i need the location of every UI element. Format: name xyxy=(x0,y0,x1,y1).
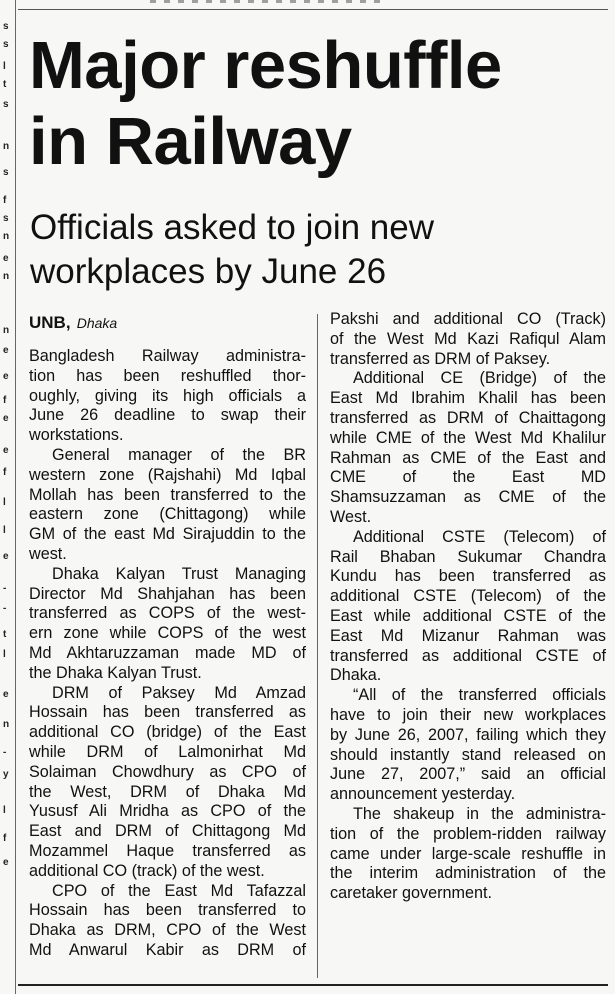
body-text-line: came under large-scale reshuffle in xyxy=(330,844,606,863)
fragment-glyph: e xyxy=(3,371,9,382)
body-text-line: tion has been reshuffled thor- xyxy=(29,366,306,385)
body-text-line: Hossain has been transferred to xyxy=(29,901,306,920)
body-text-line: Shamsuzzaman as CME of the xyxy=(330,488,606,507)
body-text-line: General manager of the BR xyxy=(52,445,306,464)
body-text-line: Rail Bhaban Sukumar Chandra xyxy=(330,547,606,566)
body-text-line: additional CSTE (Telecom) of the xyxy=(330,587,606,606)
fragment-glyph: l xyxy=(3,525,6,536)
body-text-line: Mozammel Haque transferred as xyxy=(29,841,306,860)
fragment-glyph: s xyxy=(3,167,9,178)
body-text-line: announcement yesterday. xyxy=(330,785,516,804)
fragment-glyph: f xyxy=(3,833,7,844)
byline xyxy=(29,314,117,333)
left-column-rule xyxy=(15,0,16,994)
body-text-line: Bangladesh Railway administra- xyxy=(29,347,306,365)
fragment-glyph: n xyxy=(3,141,10,152)
fragment-glyph: l xyxy=(3,497,6,508)
body-text-line: eastern zone (Chittagong) while xyxy=(29,505,306,524)
body-text-line: CPO of the East Md Tafazzal xyxy=(52,881,306,900)
body-text-line: transferred as DRM of Paksey. xyxy=(330,349,551,368)
body-text-line: Rahman as CME of the East and xyxy=(330,448,606,467)
body-text-line: Director Md Shahjahan has been xyxy=(29,584,306,603)
fragment-glyph: f xyxy=(3,195,7,206)
fragment-glyph: t xyxy=(3,79,7,90)
subheadline-line: Officials asked to join new xyxy=(30,208,435,247)
body-text-line: Dhaka Kalyan Trust Managing xyxy=(52,564,306,583)
fragment-glyph: l xyxy=(3,649,6,660)
body-text-line: west. xyxy=(29,544,67,563)
body-text-line: East and DRM of Chittagong Md xyxy=(29,822,306,841)
body-text-line: ern zone while COPS of the west xyxy=(29,624,306,643)
column-divider xyxy=(317,314,318,978)
body-text-line: by June 26, 2007, failing which they xyxy=(330,725,606,744)
body-text-line: western zone (Rajshahi) Md Iqbal xyxy=(29,465,306,484)
body-text-line: should instantly stand released on xyxy=(330,745,606,764)
body-text-line: the Dhaka Kalyan Trust. xyxy=(29,663,202,682)
body-text-line: June 26 deadline to swap their xyxy=(29,406,306,425)
body-text-line: DRM of Paksey Md Amzad xyxy=(52,683,306,702)
body-text-line: CME of the East MD xyxy=(330,468,606,487)
fragment-glyph: s xyxy=(3,99,9,110)
article-body-left-column xyxy=(29,347,306,961)
fragment-glyph: e xyxy=(3,253,9,264)
subheadline xyxy=(30,206,610,294)
fragment-glyph: f xyxy=(3,395,7,406)
body-text-line: Additional CE (Bridge) of the xyxy=(353,369,606,388)
fragment-glyph: l xyxy=(3,805,6,816)
byline-agency: UNB, xyxy=(29,313,71,332)
byline-place: Dhaka xyxy=(76,315,118,331)
body-text-line: East Md Mizanur Rahman was xyxy=(330,626,606,645)
body-text-line: Solaiman Chowdhury as CPO of xyxy=(29,762,306,781)
fragment-glyph: e xyxy=(3,413,9,424)
fragment-glyph: f xyxy=(3,467,7,478)
body-text-line: Additional CSTE (Telecom) of xyxy=(353,527,606,546)
fragment-glyph: s xyxy=(3,39,9,50)
fragment-glyph: s xyxy=(3,213,9,224)
body-text-line: East Md Ibrahim Khalil has been xyxy=(330,389,606,408)
subheadline-line: workplaces by June 26 xyxy=(30,252,387,291)
fragment-glyph: n xyxy=(3,719,10,730)
top-edge-fragment xyxy=(150,0,380,3)
body-text-line: Md Akhtaruzzaman made MD of xyxy=(29,643,306,662)
body-text-line: the interim administration of the xyxy=(330,864,606,883)
body-text-line: have to join their new workplaces xyxy=(330,705,606,724)
article-body-right-column xyxy=(330,310,606,904)
fragment-glyph: e xyxy=(3,445,9,456)
body-text-line: West. xyxy=(330,507,372,526)
fragment-glyph: l xyxy=(3,61,6,72)
body-text-line: of the West Md Kazi Rafiqul Alam xyxy=(330,329,606,348)
body-text-line: East while additional CSTE of the xyxy=(330,606,606,625)
body-text-line: while DRM of Lalmonirhat Md xyxy=(29,742,306,761)
fragment-glyph: n xyxy=(3,325,10,336)
body-text-line: Yususf Ali Mridha as CPO of the xyxy=(29,802,306,821)
fragment-glyph: e xyxy=(3,689,9,700)
body-text-line: the West, DRM of Dhaka Md xyxy=(29,782,306,801)
body-text-line: Dhaka as DRM, CPO of the West xyxy=(29,921,306,940)
body-text-line: Mollah has been transferred to the xyxy=(29,485,306,504)
body-text-line: additional CO (track) of the west. xyxy=(29,861,265,880)
body-text-line: Kundu has been transferred as xyxy=(330,567,606,586)
fragment-glyph: e xyxy=(3,857,9,868)
body-text-line: oughly, giving its high officials a xyxy=(29,386,306,405)
fragment-glyph: e xyxy=(3,345,9,356)
bottom-rule xyxy=(18,984,608,986)
headline xyxy=(29,28,609,180)
body-text-line: Md Anwarul Kabir as DRM of xyxy=(29,940,306,959)
fragment-glyph: t xyxy=(3,629,7,640)
body-text-line: additional CO (bridge) of the East xyxy=(29,723,306,742)
body-text-line: “All of the transferred officials xyxy=(353,686,606,705)
body-text-line: tion of the problem-ridden railway xyxy=(330,824,606,843)
fragment-glyph: n xyxy=(3,231,10,242)
body-text-line: transferred as additional CSTE of xyxy=(330,646,606,665)
top-rule xyxy=(18,9,608,10)
body-text-line: Pakshi and additional CO (Track) xyxy=(330,310,606,328)
fragment-glyph: s xyxy=(3,21,9,32)
adjacent-column-fragment xyxy=(0,0,14,994)
headline-line: Major reshuffle xyxy=(29,28,502,103)
fragment-glyph: - xyxy=(3,603,7,614)
body-text-line: GM of the east Md Sirajuddin to the xyxy=(29,525,306,544)
body-text-line: caretaker government. xyxy=(330,884,492,903)
body-text-line: June 27, 2007,” said an official xyxy=(330,765,606,784)
body-text-line: while CME of the West Md Khalilur xyxy=(330,428,606,447)
fragment-glyph: e xyxy=(3,551,9,562)
headline-line: in Railway xyxy=(29,104,352,179)
body-text-line: Dhaka. xyxy=(330,666,382,685)
body-text-line: Hossain has been transferred as xyxy=(29,703,306,722)
body-text-line: The shakeup in the administra- xyxy=(353,804,606,823)
body-text-line: workstations. xyxy=(29,426,124,445)
fragment-glyph: - xyxy=(3,747,7,758)
body-text-line: transferred as COPS of the west- xyxy=(29,604,306,623)
fragment-glyph: y xyxy=(3,769,9,780)
body-text-line: transferred as DRM of Chaittagong xyxy=(330,408,606,427)
fragment-glyph: - xyxy=(3,583,7,594)
fragment-glyph: n xyxy=(3,271,10,282)
